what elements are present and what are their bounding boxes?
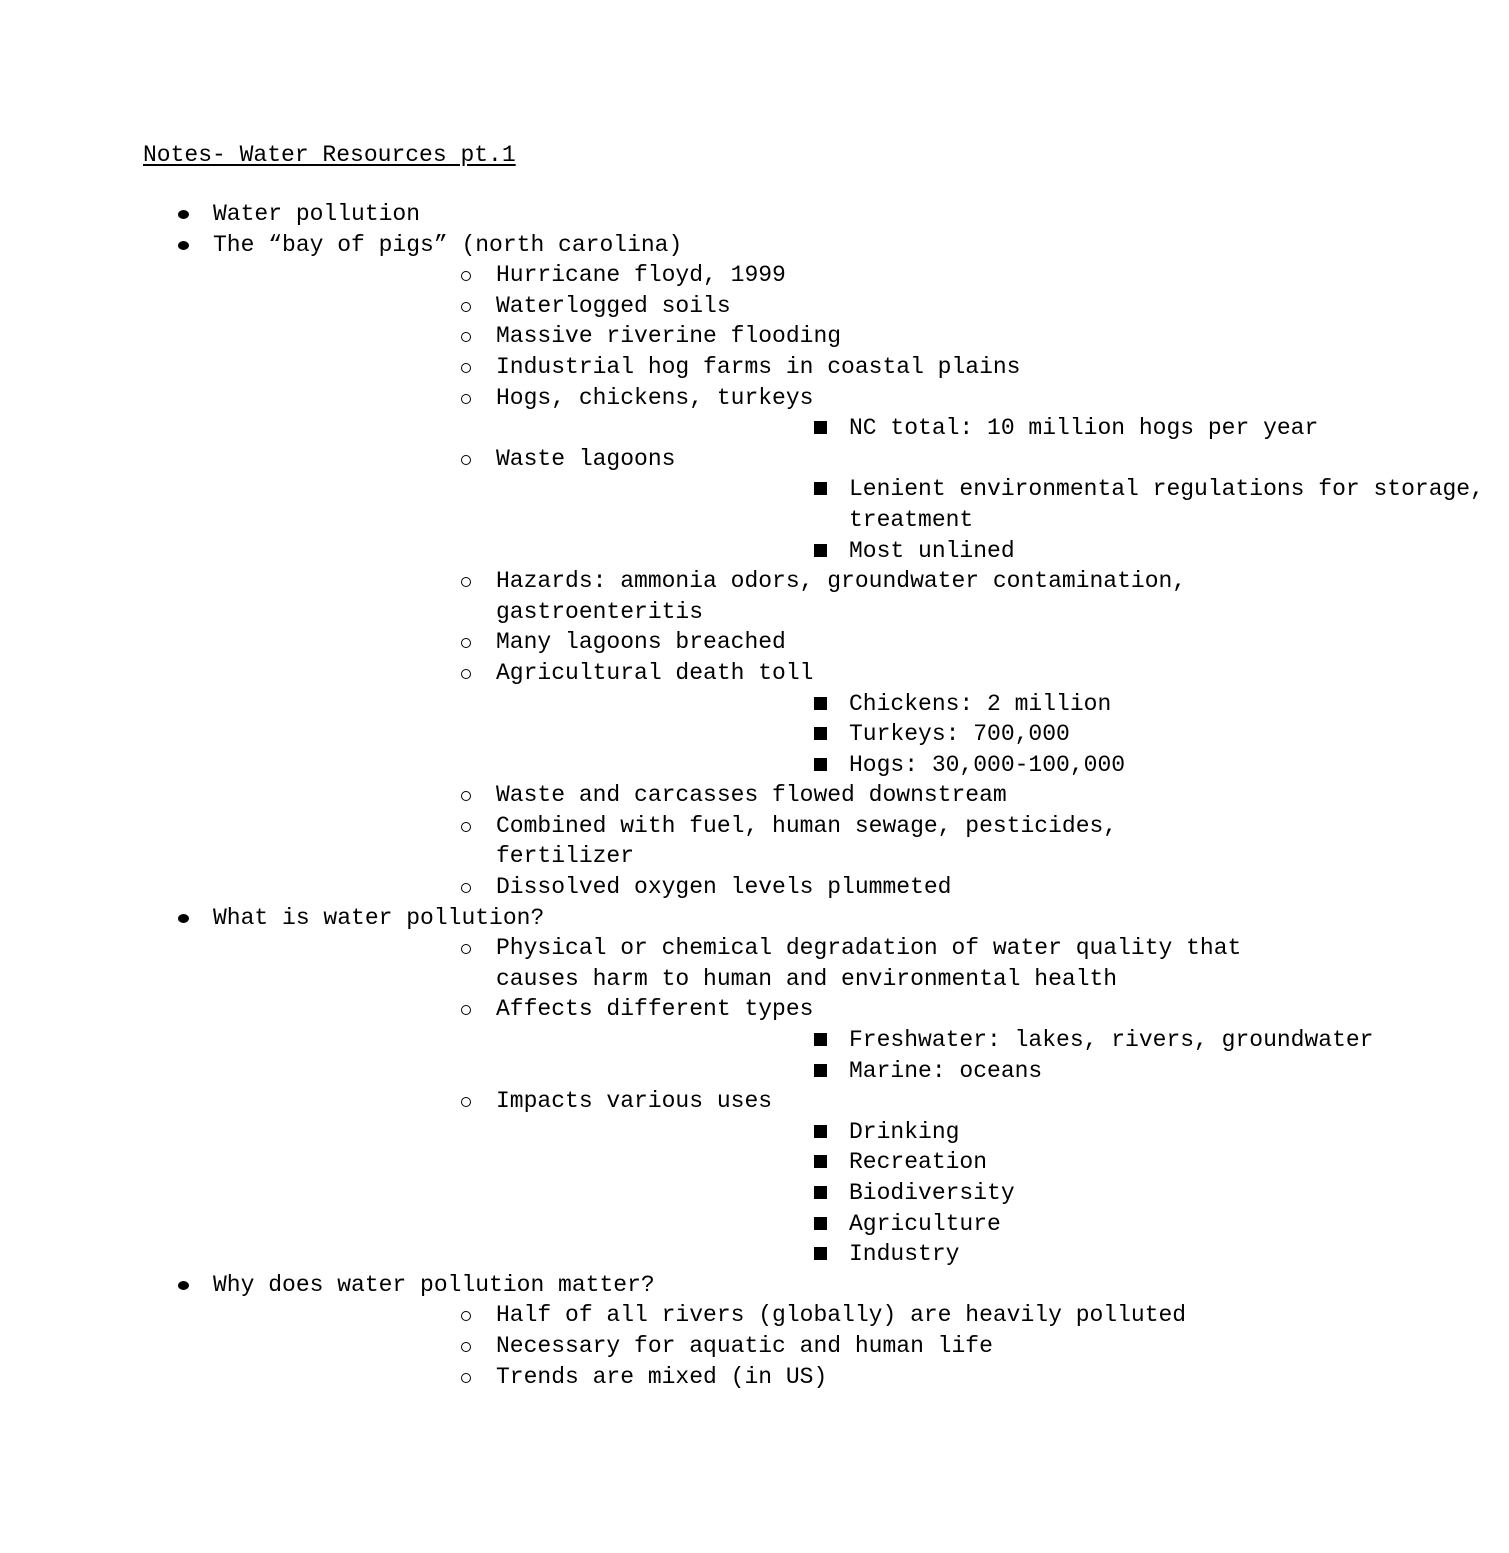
list-item-text: Massive riverine flooding xyxy=(496,323,842,350)
square-bullet-icon xyxy=(814,697,827,710)
sub-list xyxy=(496,1025,1374,1086)
list-item-text: Water pollution xyxy=(213,201,421,227)
list-item xyxy=(0,903,1374,1270)
list-item xyxy=(213,566,1266,627)
list-item-text: Hogs: 30,000-100,000 xyxy=(849,751,1126,778)
list-item xyxy=(496,1025,1509,1056)
list-item-text: Waste and carcasses flowed downstream xyxy=(496,782,1007,809)
hollow-circle-bullet-icon xyxy=(461,822,471,832)
page-title: Notes- Water Resources pt.1 xyxy=(143,142,516,168)
sub-list xyxy=(496,689,1266,781)
list-item-text: Impacts various uses xyxy=(496,1088,773,1115)
list-item xyxy=(496,1239,1509,1270)
hollow-circle-bullet-icon xyxy=(461,455,471,465)
list-item xyxy=(213,780,1266,811)
list-item xyxy=(496,750,1509,781)
square-bullet-icon xyxy=(814,727,827,740)
list-item xyxy=(0,199,1053,230)
list-item-text: Industrial hog farms in coastal plains xyxy=(496,353,1021,380)
list-item-text: What is water pollution? xyxy=(213,904,545,931)
square-bullet-icon xyxy=(814,1064,827,1077)
filled-circle-bullet-icon xyxy=(178,1281,189,1290)
list-item-text: Dissolved oxygen levels plummeted xyxy=(496,874,952,901)
list-item-text: Waterlogged soils xyxy=(496,292,731,319)
list-item xyxy=(213,1331,1266,1362)
list-item-text: Hurricane floyd, 1999 xyxy=(496,262,786,289)
list-item-text: Many lagoons breached xyxy=(496,629,786,656)
hollow-circle-bullet-icon xyxy=(461,638,471,648)
filled-circle-bullet-icon xyxy=(178,241,189,250)
square-bullet-icon xyxy=(814,1217,827,1230)
list-item xyxy=(213,627,1266,658)
list-item xyxy=(213,352,1266,383)
list-item xyxy=(213,260,1266,291)
list-item xyxy=(0,230,1484,903)
list-item xyxy=(213,933,1266,994)
list-item-text: Affects different types xyxy=(496,996,814,1023)
notes-outline xyxy=(0,199,1484,1392)
list-item-text: Lenient environmental regulations for storage, treatment xyxy=(849,476,1484,533)
list-item xyxy=(213,811,1266,872)
list-item-text: Freshwater: lakes, rivers, groundwater xyxy=(849,1027,1374,1054)
list-item xyxy=(213,1086,1266,1270)
list-item-text: Hazards: ammonia odors, groundwater contamination, gastroenteritis xyxy=(496,568,1187,625)
square-bullet-icon xyxy=(814,544,827,557)
list-item xyxy=(213,291,1266,322)
hollow-circle-bullet-icon xyxy=(461,669,471,679)
list-item xyxy=(213,872,1266,903)
list-item-text: Most unlined xyxy=(849,537,1015,564)
hollow-circle-bullet-icon xyxy=(461,271,471,281)
hollow-circle-bullet-icon xyxy=(461,1342,471,1352)
hollow-circle-bullet-icon xyxy=(461,883,471,893)
list-item-text: Agriculture xyxy=(849,1210,1001,1237)
list-item xyxy=(496,474,1509,535)
list-item-text: The “bay of pigs” (north carolina) xyxy=(213,231,683,258)
list-item-text: Combined with fuel, human sewage, pesticides, fertilizer xyxy=(496,812,1118,870)
list-item-text: Waste lagoons xyxy=(496,445,676,472)
hollow-circle-bullet-icon xyxy=(461,791,471,801)
square-bullet-icon xyxy=(814,1155,827,1168)
list-item-text: Trends are mixed (in US) xyxy=(496,1363,828,1390)
sub-list xyxy=(213,933,1374,1270)
square-bullet-icon xyxy=(814,1125,827,1138)
list-item xyxy=(213,321,1266,352)
square-bullet-icon xyxy=(814,421,827,434)
square-bullet-icon xyxy=(814,482,827,495)
hollow-circle-bullet-icon xyxy=(461,394,471,404)
list-item-text: Biodiversity xyxy=(849,1180,1015,1206)
list-item xyxy=(0,1270,1187,1392)
hollow-circle-bullet-icon xyxy=(461,332,471,342)
hollow-circle-bullet-icon xyxy=(461,1373,471,1383)
list-item xyxy=(496,689,1509,720)
list-item xyxy=(213,383,1319,444)
list-item xyxy=(213,658,1266,780)
list-item xyxy=(213,994,1374,1086)
sub-list xyxy=(496,1117,1266,1270)
list-item-text: Physical or chemical degradation of water quality that causes harm to human and environmental health xyxy=(496,935,1242,992)
sub-list xyxy=(213,260,1484,902)
sub-list xyxy=(496,413,1319,444)
list-item xyxy=(213,1362,1266,1393)
list-item xyxy=(496,1056,1509,1087)
list-item-text: Drinking xyxy=(849,1118,960,1145)
list-item xyxy=(213,1300,1266,1331)
list-item xyxy=(496,536,1509,567)
hollow-circle-bullet-icon xyxy=(461,1005,471,1015)
square-bullet-icon xyxy=(814,1033,827,1046)
hollow-circle-bullet-icon xyxy=(461,1097,471,1107)
list-item xyxy=(496,1209,1509,1240)
filled-circle-bullet-icon xyxy=(178,914,189,923)
list-item-text: Chickens: 2 million xyxy=(849,690,1112,717)
hollow-circle-bullet-icon xyxy=(461,1311,471,1321)
list-item-text: Necessary for aquatic and human life xyxy=(496,1332,993,1359)
hollow-circle-bullet-icon xyxy=(461,577,471,587)
hollow-circle-bullet-icon xyxy=(461,944,471,954)
list-item-text: Marine: oceans xyxy=(849,1057,1043,1084)
filled-circle-bullet-icon xyxy=(178,210,189,219)
sub-list xyxy=(496,474,1484,566)
list-item-text: Hogs, chickens, turkeys xyxy=(496,384,814,411)
list-item-text: Turkeys: 700,000 xyxy=(849,721,1070,748)
list-item xyxy=(496,1117,1509,1148)
list-item-text: Recreation xyxy=(849,1149,988,1176)
list-item-text: Why does water pollution matter? xyxy=(213,1271,655,1298)
hollow-circle-bullet-icon xyxy=(461,302,471,312)
sub-list xyxy=(213,1300,1187,1392)
list-item xyxy=(496,1147,1509,1178)
list-item-text: Agricultural death toll xyxy=(496,659,814,686)
hollow-circle-bullet-icon xyxy=(461,363,471,373)
list-item xyxy=(496,413,1509,444)
list-item xyxy=(213,444,1484,566)
list-item xyxy=(496,1178,1509,1209)
list-item-text: NC total: 10 million hogs per year xyxy=(849,415,1319,442)
list-item-text: Industry xyxy=(849,1241,960,1268)
square-bullet-icon xyxy=(814,1186,827,1199)
list-item-text: Half of all rivers (globally) are heavily polluted xyxy=(496,1302,1187,1329)
list-item xyxy=(496,719,1509,750)
square-bullet-icon xyxy=(814,1247,827,1260)
square-bullet-icon xyxy=(814,758,827,771)
